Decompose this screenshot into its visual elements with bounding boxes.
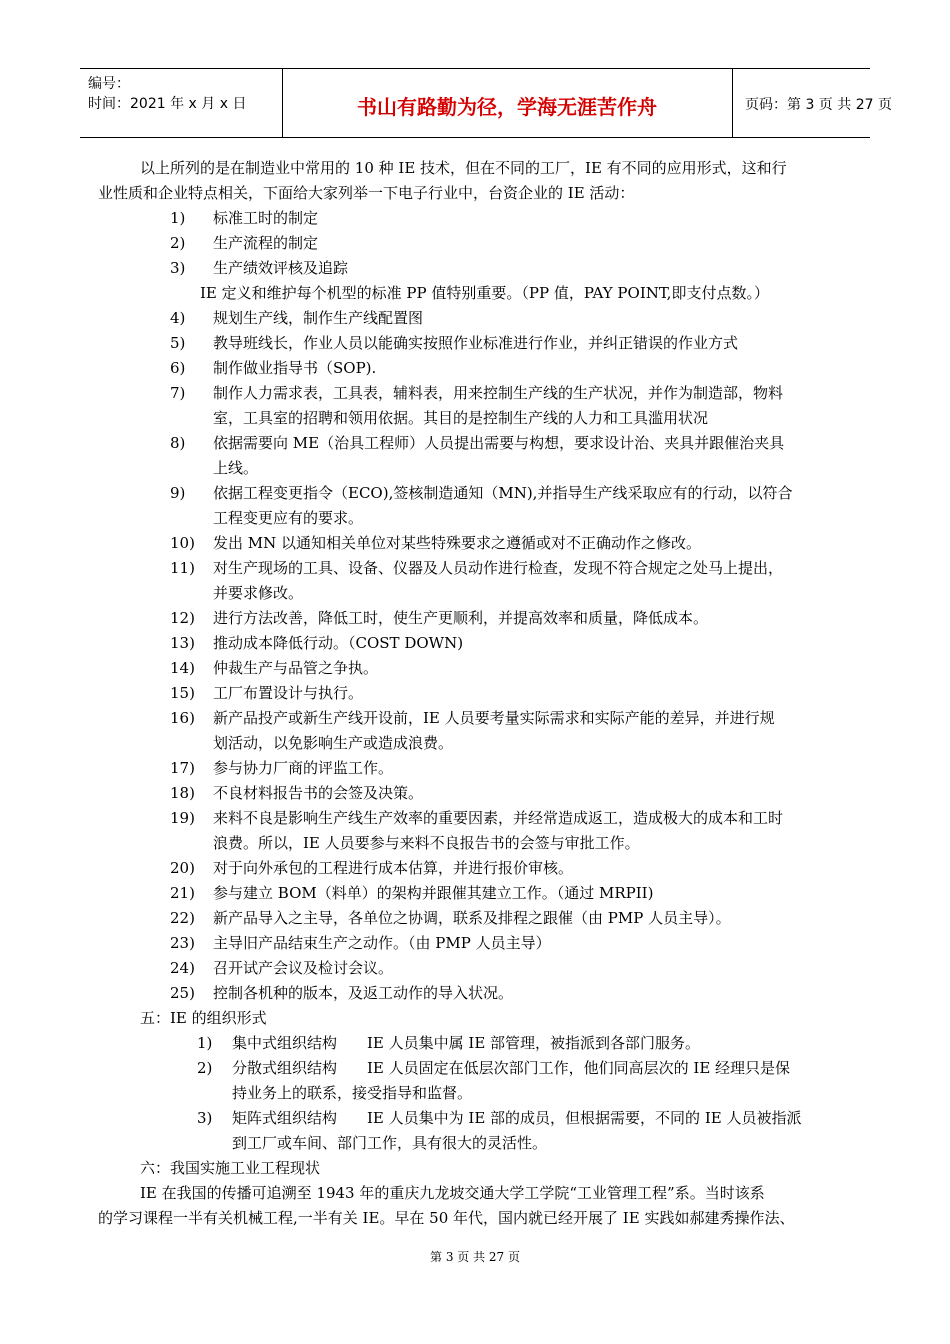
- list-item-text: 上线。: [213, 459, 259, 477]
- list-item-text: 制作人力需求表，工具表，辅料表，用来控制生产线的生产状况，并作为制造部，物料: [213, 384, 784, 402]
- list-item-text: 对于向外承包的工程进行成本估算，并进行报价审核。: [213, 859, 574, 877]
- list-item-text: 划活动，以免影响生产或造成浪费。: [213, 734, 454, 752]
- list-number: 18): [170, 784, 195, 802]
- list-item-text: 发出 MN 以通知相关单位对某些特殊要求之遵循或对不正确动作之修改。: [213, 534, 702, 552]
- list-number: 25): [170, 984, 195, 1002]
- list-item-text: 来料不良是影响生产线生产效率的重要因素，并经常造成返工，造成极大的成本和工时: [213, 809, 784, 827]
- list-number: 3): [170, 259, 186, 277]
- list-item-text: 标准工时的制定: [213, 209, 319, 227]
- list-item-text: 工程变更应有的要求。: [213, 509, 364, 527]
- intro-paragraph-line: 业性质和企业特点相关，下面给大家列举一下电子行业中，台资企业的 IE 活动：: [98, 184, 635, 202]
- list-number: 15): [170, 684, 195, 702]
- list-number: 24): [170, 959, 195, 977]
- list-number: 17): [170, 759, 195, 777]
- list-item-text: 召开试产会议及检讨会议。: [213, 959, 394, 977]
- list-item-text: 教导班线长，作业人员以能确实按照作业标准进行作业，并纠正错误的作业方式: [213, 334, 739, 352]
- header-motto-cell: [282, 69, 733, 137]
- document-header: [80, 68, 892, 138]
- list-number: 10): [170, 534, 195, 552]
- section-heading: 六：我国实施工业工程现状: [140, 1159, 321, 1177]
- list-number: 19): [170, 809, 195, 827]
- section-heading: 五：IE 的组织形式: [140, 1009, 267, 1027]
- list-number: 21): [170, 884, 195, 902]
- list-item-text: 并要求修改。: [213, 584, 304, 602]
- list-item-text: 主导旧产品结束生产之动作。（由 PMP 人员主导）: [213, 934, 551, 952]
- list-item-text: 持业务上的联系，接受指导和监督。: [232, 1084, 473, 1102]
- page-footer: 第 3 页 共 27 页: [430, 1250, 520, 1264]
- list-number: 13): [170, 634, 195, 652]
- list-item-text: 集中式组织结构 IE 人员集中属 IE 部管理，被指派到各部门服务。: [232, 1034, 701, 1052]
- paragraph-line: 的学习课程一半有关机械工程,一半有关 IE。早在 50 年代，国内就已经开展了 IE 实践如郝建秀操作法、: [98, 1209, 795, 1227]
- list-item-text: 规划生产线，制作生产线配置图: [213, 309, 424, 327]
- list-item-text: 依据需要向 ME（治具工程师）人员提出需要与构想，要求设计治、夹具并跟催治夹具: [213, 434, 785, 452]
- list-item-text: 浪费。所以，IE 人员要参与来料不良报告书的会签与审批工作。: [213, 834, 640, 852]
- list-number: 9): [170, 484, 186, 502]
- header-page-cell: [733, 69, 892, 137]
- list-number: 1): [197, 1034, 213, 1052]
- header-meta-cell: [80, 69, 283, 137]
- list-item-text: 对生产现场的工具、设备、仪器及人员动作进行检查，发现不符合规定之处马上提出，: [213, 559, 784, 577]
- list-item-text: 到工厂或车间、部门工作，具有很大的灵活性。: [232, 1134, 548, 1152]
- list-number: 8): [170, 434, 186, 452]
- list-number: 5): [170, 334, 186, 352]
- list-number: 6): [170, 359, 186, 377]
- list-number: 16): [170, 709, 195, 727]
- motto: 书山有路勤为径，学海无涯苦作舟: [357, 95, 657, 119]
- list-number: 11): [170, 559, 195, 577]
- list-item-text: 矩阵式组织结构 IE 人员集中为 IE 部的成员，但根据需要，不同的 IE 人员被指派: [232, 1109, 802, 1127]
- list-number: 23): [170, 934, 195, 952]
- list-number: 22): [170, 909, 195, 927]
- list-number: 1): [170, 209, 186, 227]
- serial-label: 编号：: [88, 76, 130, 92]
- intro-paragraph-line: 以上所列的是在制造业中常用的 10 种 IE 技术，但在不同的工厂，IE 有不同的应用形式，这和行: [140, 159, 787, 177]
- list-item-text: 新产品导入之主导，各单位之协调，联系及排程之跟催（由 PMP 人员主导）。: [213, 909, 731, 927]
- list-item-text: 分散式组织结构 IE 人员固定在低层次部门工作，他们同高层次的 IE 经理只是保: [232, 1059, 791, 1077]
- list-item-text: 室，工具室的招聘和领用依据。其目的是控制生产线的人力和工具滥用状况: [213, 409, 709, 427]
- list-item-text: IE 定义和维护每个机型的标准 PP 值特别重要。（PP 值，PAY POINT,即支付点数。）: [200, 284, 769, 302]
- list-item-text: 不良材料报告书的会签及决策。: [213, 784, 424, 802]
- list-item-text: 参与协力厂商的评监工作。: [213, 759, 394, 777]
- list-number: 4): [170, 309, 186, 327]
- list-item-text: 推动成本降低行动。（COST DOWN): [213, 634, 464, 652]
- list-item-text: 生产流程的制定: [213, 234, 319, 252]
- list-number: 2): [197, 1059, 213, 1077]
- list-item-text: 进行方法改善，降低工时，使生产更顺利，并提高效率和质量，降低成本。: [213, 609, 709, 627]
- list-item-text: 依据工程变更指令（ECO),签核制造通知（MN),并指导生产线采取应有的行动，以符合: [213, 484, 793, 502]
- list-number: 2): [170, 234, 186, 252]
- list-item-text: 新产品投产或新生产线开设前，IE 人员要考量实际需求和实际产能的差异，并进行规: [213, 709, 775, 727]
- list-item-text: 控制各机种的版本，及返工动作的导入状况。: [213, 984, 514, 1002]
- list-number: 14): [170, 659, 195, 677]
- list-item-text: 生产绩效评核及追踪: [213, 259, 349, 277]
- page-info: 页码：第 3 页 共 27 页: [745, 97, 892, 113]
- list-item-text: 仲裁生产与品管之争执。: [213, 659, 379, 677]
- list-number: 20): [170, 859, 195, 877]
- list-item-text: 工厂布置设计与执行。: [213, 684, 364, 702]
- paragraph-line: IE 在我国的传播可追溯至 1943 年的重庆九龙坡交通大学工学院“工业管理工程”系。当时该系: [140, 1184, 765, 1202]
- list-item-text: 参与建立 BOM（料单）的架构并跟催其建立工作。（通过 MRPII): [213, 884, 654, 902]
- list-number: 3): [197, 1109, 213, 1127]
- list-number: 12): [170, 609, 195, 627]
- date-label: 时间：2021 年 x 月 x 日: [88, 96, 247, 112]
- list-number: 7): [170, 384, 186, 402]
- list-item-text: 制作做业指导书（SOP).: [213, 359, 377, 377]
